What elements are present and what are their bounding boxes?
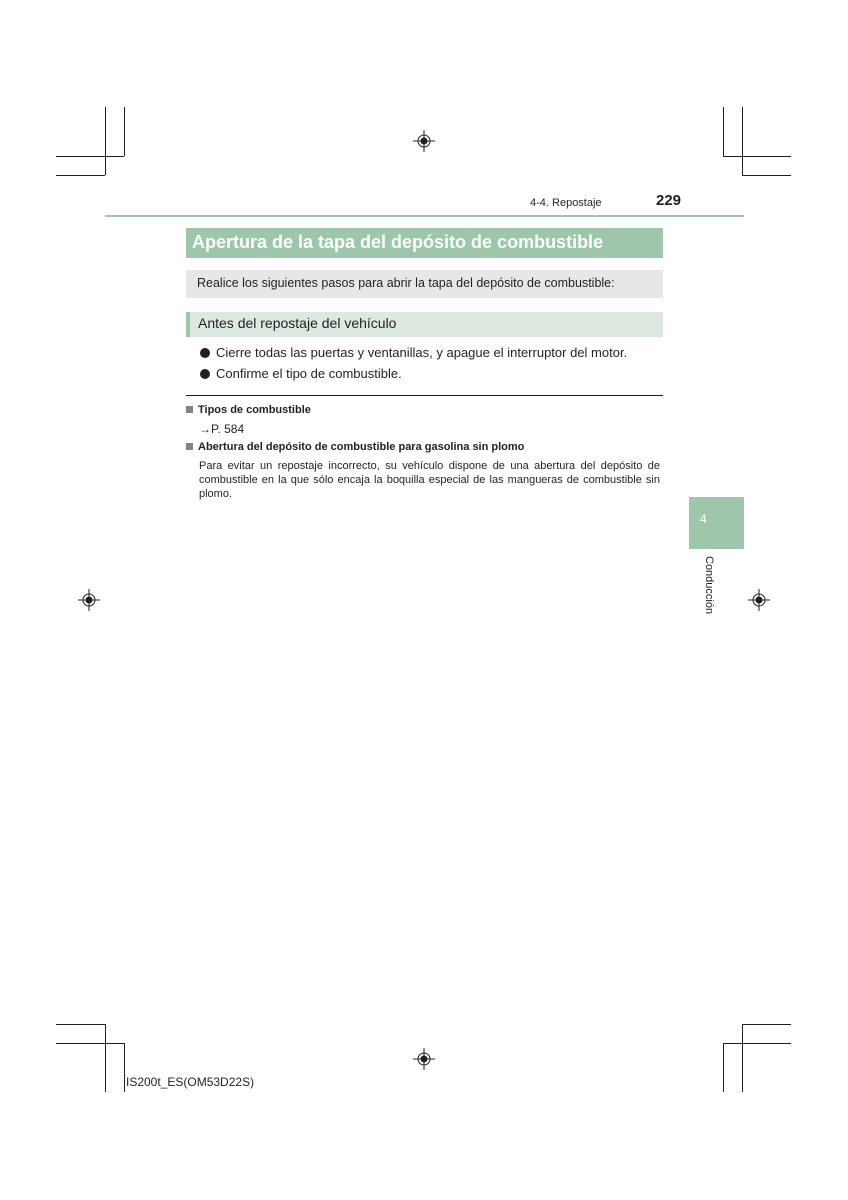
crop-mark: [56, 156, 124, 157]
crop-mark: [105, 107, 106, 175]
list-item-text: Confirme el tipo de combustible.: [216, 366, 402, 381]
list-item-text: Cierre todas las puertas y ventanillas, y apague el interruptor del motor.: [216, 345, 628, 360]
square-bullet-icon: [186, 443, 193, 450]
square-bullet-icon: [186, 406, 193, 413]
crop-mark: [56, 175, 105, 176]
registration-mark-icon: [413, 1048, 435, 1070]
crop-mark: [723, 156, 791, 157]
chapter-number: 4: [700, 512, 707, 526]
bullet-icon: [200, 369, 210, 379]
registration-mark-icon: [78, 589, 100, 611]
crop-mark: [742, 107, 743, 175]
header-divider: [105, 215, 744, 217]
list-item: [200, 345, 627, 360]
page-title: Apertura de la tapa del depósito de combustible: [192, 232, 604, 252]
crop-mark: [742, 1024, 743, 1092]
note-heading: [186, 441, 524, 453]
crop-mark: [124, 1043, 125, 1092]
chapter-tab: [689, 497, 744, 549]
list-item: [200, 366, 402, 381]
crop-mark: [56, 1043, 124, 1044]
section-divider: [186, 395, 663, 396]
crop-mark: [124, 107, 125, 156]
chapter-label: Conducción: [703, 556, 715, 615]
intro-text: Realice los siguientes pasos para abrir la tapa del depósito de combustible:: [197, 276, 615, 290]
subsection-accent-bar: [186, 312, 190, 337]
crop-mark: [723, 1043, 724, 1092]
footer-code: IS200t_ES(OM53D22S): [126, 1075, 255, 1089]
crop-mark: [723, 107, 724, 156]
bullet-icon: [200, 348, 210, 358]
page-title-banner: [186, 228, 663, 258]
registration-mark-icon: [413, 130, 435, 152]
crop-mark: [105, 1024, 106, 1092]
section-label: 4-4. Repostaje: [530, 197, 602, 209]
page-number: 229: [656, 192, 682, 209]
registration-mark-icon: [748, 589, 770, 611]
crop-mark: [742, 175, 791, 176]
note-heading-text: Abertura del depósito de combustible para gasolina sin plomo: [198, 441, 525, 453]
note-heading-text: Tipos de combustible: [198, 404, 311, 416]
crop-mark: [723, 1043, 791, 1044]
intro-box: [186, 270, 663, 298]
crop-mark: [56, 1024, 105, 1025]
note-body: Para evitar un repostaje incorrecto, su vehículo dispone de una abertura del depósito de combustible en la que sólo encaja la boquilla especial de las mangueras de combustible sin plomo.: [199, 460, 660, 500]
subsection-title: Antes del repostaje del vehículo: [198, 315, 397, 331]
crop-mark: [742, 1024, 791, 1025]
note-body: →P. 584: [199, 422, 245, 436]
subsection-header: [186, 312, 663, 337]
note-heading: [186, 404, 311, 416]
